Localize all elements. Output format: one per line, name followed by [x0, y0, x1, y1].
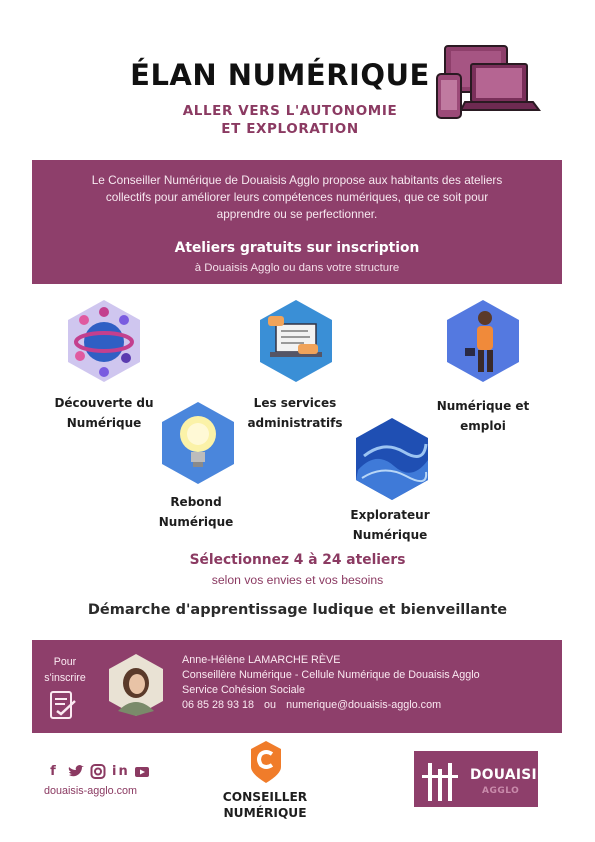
workshop-label-line: Numérique et: [436, 399, 530, 413]
workshop-label-line: emploi: [460, 419, 506, 433]
contact-name: Anne-Hélène LAMARCHE RÈVE: [182, 654, 341, 666]
workshop-label-line: Explorateur: [350, 508, 430, 522]
workshops-location: à Douaisis Agglo ou dans votre structure: [194, 262, 400, 274]
twitter-icon[interactable]: [68, 764, 84, 779]
contact-service: Service Cohésion Sociale: [182, 684, 306, 696]
approach-tagline: Démarche d'apprentissage ludique et bienveillante: [87, 602, 508, 618]
laptop-form-icon: [258, 298, 334, 384]
page-subtitle: [100, 102, 480, 138]
job-seeker-icon: [445, 298, 521, 384]
workshop-label-rebound: [126, 492, 266, 532]
workshop-label-discovery: [40, 393, 168, 433]
workshop-label-line: Numérique: [352, 528, 428, 542]
page-title: ÉLAN NUMÉRIQUE: [130, 58, 430, 92]
signup-form-icon: [47, 689, 79, 721]
facebook-icon[interactable]: f: [50, 764, 58, 779]
youtube-icon[interactable]: [134, 764, 150, 779]
intro-line-2: collectifs pour améliorer leurs compétences numériques, que ce soit pour: [105, 190, 489, 204]
intro-line-1: Le Conseiller Numérique de Douaisis Agglo propose aux habitants des ateliers: [91, 173, 503, 187]
conseiller-numerique-wordmark: [200, 789, 330, 821]
contact-phone-email: [182, 698, 562, 713]
contact-phone[interactable]: 06 85 28 93 18: [182, 699, 255, 711]
contact-or: ou: [264, 699, 277, 711]
selection-subtitle: selon vos envies et vos besoins: [211, 573, 384, 587]
subtitle-line-1: ALLER VERS L'AUTONOMIE: [182, 103, 398, 119]
workshop-label-employment: [418, 396, 548, 436]
selection-title: Sélectionnez 4 à 24 ateliers: [189, 552, 406, 568]
cn-line-1: CONSEILLER: [222, 790, 308, 804]
avatar: [108, 653, 164, 717]
subtitle-line-2: ET EXPLORATION: [221, 121, 359, 137]
register-line-1: Pour: [53, 656, 77, 668]
conseiller-numerique-logo-icon: [249, 740, 283, 784]
agglo-name: DOUAISIS: [470, 767, 548, 783]
workshop-label-line: Découverte du: [54, 396, 154, 410]
devices-illustration-icon: [435, 40, 545, 132]
workshop-label-line: administratifs: [247, 416, 343, 430]
social-links: [46, 764, 150, 779]
linkedin-icon[interactable]: in: [112, 764, 130, 779]
cn-line-2: NUMÉRIQUE: [223, 806, 307, 820]
workshop-label-explorer: [320, 505, 460, 545]
workshop-label-line: Numérique: [158, 515, 234, 529]
lightbulb-icon: [160, 400, 236, 486]
globe-apps-icon: [66, 298, 142, 384]
website-link[interactable]: douaisis-agglo.com: [44, 785, 138, 797]
instagram-icon[interactable]: [90, 764, 106, 779]
agglo-subname: AGGLO: [482, 786, 520, 796]
workshop-label-line: Rebond: [170, 495, 222, 509]
register-line-2: s'inscrire: [44, 672, 86, 684]
digital-wave-icon: [354, 416, 430, 502]
intro-line-3: apprendre ou se perfectionner.: [216, 207, 378, 221]
intro-paragraph: [36, 172, 558, 223]
free-workshops-heading: Ateliers gratuits sur inscription: [174, 240, 420, 256]
contact-details: [182, 653, 562, 713]
register-label: [44, 654, 86, 686]
workshop-label-line: Numérique: [66, 416, 142, 430]
agglo-emblem-icon: [414, 751, 468, 807]
workshop-label-line: Les services: [253, 396, 337, 410]
workshop-label-admin-services: [230, 393, 360, 433]
contact-role: Conseillère Numérique - Cellule Numérique de Douaisis Agglo: [182, 669, 480, 681]
contact-email[interactable]: numerique@douaisis-agglo.com: [286, 699, 442, 711]
